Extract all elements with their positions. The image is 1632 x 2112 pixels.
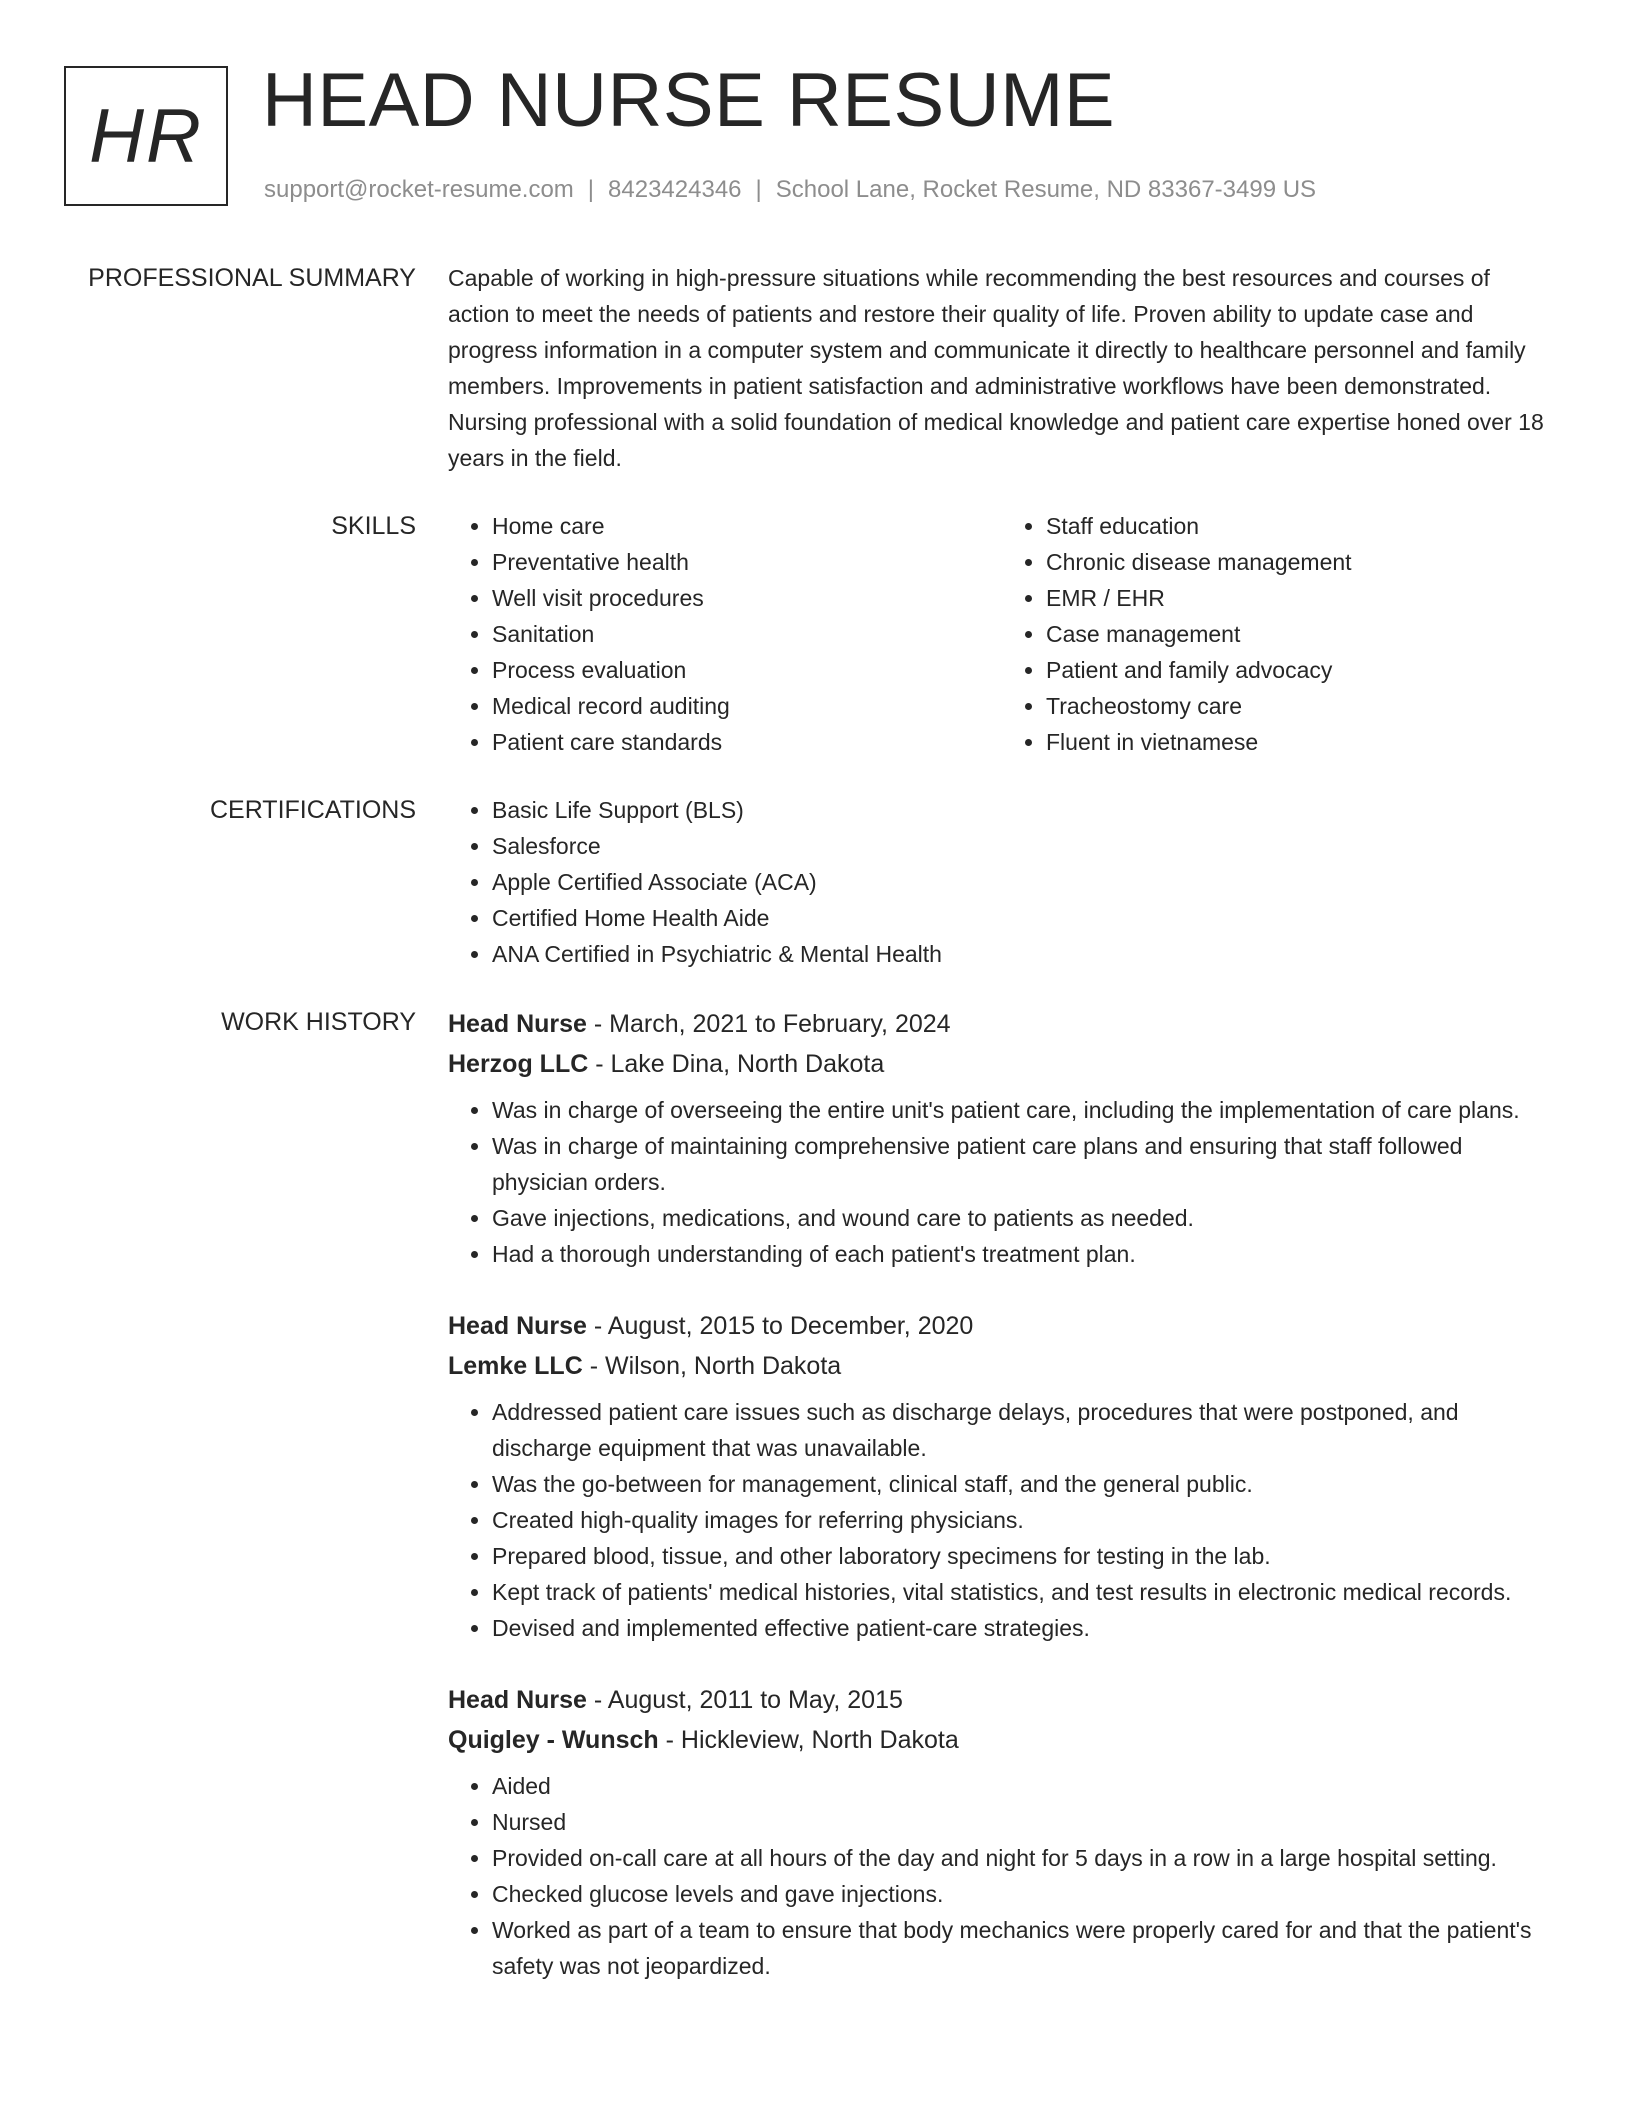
skill-item: • Sanitation <box>492 616 1002 652</box>
job-company-line <box>448 1346 1556 1386</box>
job-company: Herzog LLC <box>448 1050 589 1078</box>
job-duty: • Had a thorough understanding of each patient's treatment plan. <box>492 1236 1556 1272</box>
contact-address: School Lane, Rocket Resume, ND 83367-3499 US <box>775 176 1317 203</box>
skill-item: • Chronic disease management <box>1046 544 1556 580</box>
job-duty: • Provided on-call care at all hours of the day and night for 5 days in a row in a large hospital setting. <box>492 1840 1556 1876</box>
job-title: Head Nurse <box>448 1010 587 1038</box>
skill-item: • Home care <box>492 508 1002 544</box>
job-title-line <box>448 1004 1556 1044</box>
job-location: - Wilson, North Dakota <box>582 1352 842 1380</box>
skill-item: • EMR / EHR <box>1046 580 1556 616</box>
section-label-certifications: CERTIFICATIONS <box>209 796 416 824</box>
skill-item: • Fluent in vietnamese <box>1046 724 1556 760</box>
monogram-badge: HR <box>64 66 228 206</box>
contact-separator: | <box>587 176 595 203</box>
certification-item: • Apple Certified Associate (ACA) <box>492 864 1556 900</box>
contact-line <box>264 174 1316 206</box>
job-duty: • Prepared blood, tissue, and other laboratory specimens for testing in the lab. <box>492 1538 1556 1574</box>
contact-phone: 8423424346 <box>608 176 742 203</box>
job-entry <box>448 1004 1556 1272</box>
job-duty: • Nursed <box>492 1804 1556 1840</box>
section-label-work-history: WORK HISTORY <box>221 1008 416 1036</box>
skill-item: • Process evaluation <box>492 652 1002 688</box>
summary-text: Capable of working in high-pressure situations while recommending the best resources and courses of action to meet the needs of patients and restore their quality of life. Proven ability to update case and progress information in a computer system and communicate it directly to healthcare personnel and family members. Improvements in patient satisfaction and administrative workflows have been demonstrated. Nursing professional with a solid foundation of medical knowledge and patient care expertise honed over 18 years in the field. <box>448 265 1544 471</box>
skill-item: • Patient and family advocacy <box>1046 652 1556 688</box>
job-company-line <box>448 1044 1556 1084</box>
job-duty: • Was the go-between for management, clinical staff, and the general public. <box>492 1466 1556 1502</box>
job-entry <box>448 1680 1556 1984</box>
job-company: Quigley - Wunsch <box>448 1726 659 1754</box>
job-duties <box>448 1092 1556 1272</box>
skills-list-left <box>448 508 1002 760</box>
contact-separator: | <box>755 176 762 203</box>
job-dates: - August, 2015 to December, 2020 <box>586 1312 974 1340</box>
job-duty: • Created high-quality images for referring physicians. <box>492 1502 1556 1538</box>
skills-grid <box>448 508 1556 760</box>
skill-item: • Tracheostomy care <box>1046 688 1556 724</box>
job-location: - Hickleview, North Dakota <box>658 1726 959 1754</box>
skill-item: • Medical record auditing <box>492 688 1002 724</box>
job-title: Head Nurse <box>448 1312 587 1340</box>
job-duties <box>448 1394 1556 1646</box>
job-duties <box>448 1768 1556 1984</box>
summary-body <box>448 260 1556 476</box>
job-duty: • Kept track of patients' medical histories, vital statistics, and test results in electronic medical records. <box>492 1574 1556 1610</box>
job-title-line <box>448 1680 1556 1720</box>
job-company-line <box>448 1720 1556 1760</box>
job-title: Head Nurse <box>448 1686 587 1714</box>
certification-item: • Salesforce <box>492 828 1556 864</box>
certification-item: • ANA Certified in Psychiatric & Mental Health <box>492 936 1556 972</box>
job-duty: • Was in charge of overseeing the entire unit's patient care, including the implementation of care plans. <box>492 1092 1556 1128</box>
contact-email: support@rocket-resume.com <box>264 176 574 203</box>
section-label-skills: SKILLS <box>331 512 416 540</box>
skill-item: • Well visit procedures <box>492 580 1002 616</box>
job-duty: • Aided <box>492 1768 1556 1804</box>
certification-item: • Basic Life Support (BLS) <box>492 792 1556 828</box>
skill-item: • Staff education <box>1046 508 1556 544</box>
job-title-line <box>448 1306 1556 1346</box>
job-entry <box>448 1306 1556 1646</box>
job-dates: - March, 2021 to February, 2024 <box>586 1010 951 1038</box>
work-history-body <box>448 1004 1556 2018</box>
skill-item: • Preventative health <box>492 544 1002 580</box>
job-duty: • Was in charge of maintaining comprehensive patient care plans and ensuring that staff followed physician orders. <box>492 1128 1556 1200</box>
job-duty: • Devised and implemented effective patient-care strategies. <box>492 1610 1556 1646</box>
job-duty: • Worked as part of a team to ensure that body mechanics were properly cared for and that the patient's safety was not jeopardized. <box>492 1912 1556 1984</box>
skill-item: • Patient care standards <box>492 724 1002 760</box>
skill-item: • Case management <box>1046 616 1556 652</box>
skills-list-right <box>1002 508 1556 760</box>
job-duty: • Checked glucose levels and gave injections. <box>492 1876 1556 1912</box>
certification-item: • Certified Home Health Aide <box>492 900 1556 936</box>
section-label-summary: PROFESSIONAL SUMMARY <box>88 264 416 292</box>
job-company: Lemke LLC <box>448 1352 583 1380</box>
certifications-body <box>448 792 1556 972</box>
job-dates: - August, 2011 to May, 2015 <box>586 1686 903 1714</box>
certifications-list <box>448 792 1556 972</box>
job-location: - Lake Dina, North Dakota <box>588 1050 885 1078</box>
job-duty: • Addressed patient care issues such as discharge delays, procedures that were postponed, and discharge equipment that was unavailable. <box>492 1394 1556 1466</box>
resume-title: HEAD NURSE RESUME <box>262 58 1116 143</box>
job-duty: • Gave injections, medications, and wound care to patients as needed. <box>492 1200 1556 1236</box>
